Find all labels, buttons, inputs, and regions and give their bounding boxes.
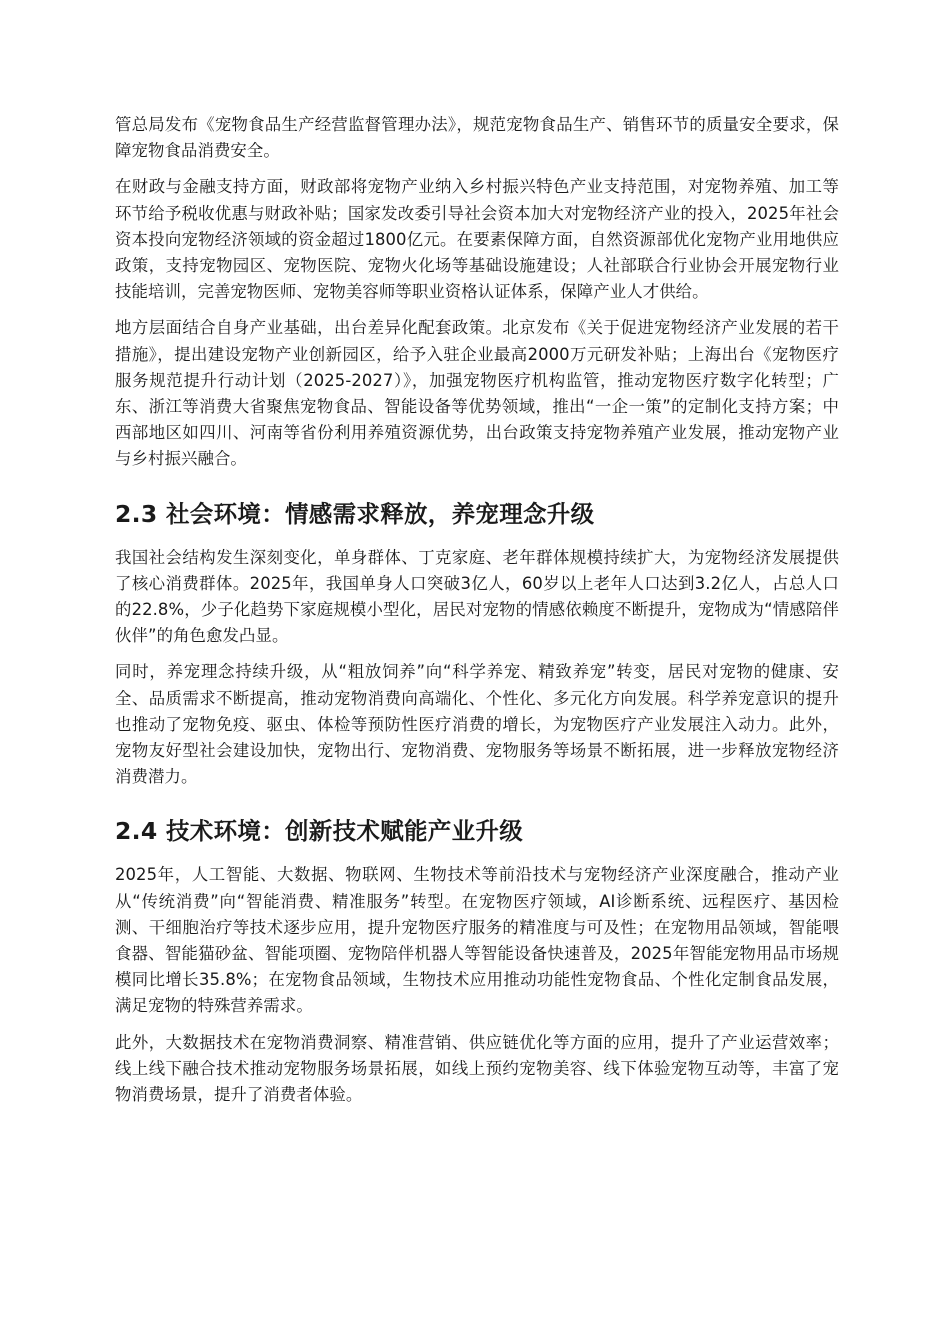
section-heading-tech-environment: 2.4 技术环境：创新技术赋能产业升级 — [115, 817, 524, 846]
paragraph-local-policy: 地方层面结合自身产业基础，出台差异化配套政策。北京发布《关于促进宠物经济产业发展的若干措施》，提出建设宠物产业创新园区，给予入驻企业最高2000万元研发补贴；上海出台《宠物医疗服务规范提升行动计划（2025-2027）》，加强宠物医疗机构监管，推动宠物医疗数字化转型；广东、浙江等消费大省聚焦宠物食品、智能设备等优势领域，推出“一企一策”的定制化支持方案；中西部地区如四川、河南等省份利用养殖资源优势，出台政策支持宠物养殖产业发展，推动宠物产业与乡村振兴融合。 — [115, 318, 839, 469]
paragraph-social-structure: 我国社会结构发生深刻变化，单身群体、丁克家庭、老年群体规模持续扩大，为宠物经济发展提供了核心消费群体。2025年，我国单身人口突破3亿人，60岁以上老年人口达到3.2亿人，占总人口的22.8%，少子化趋势下家庭规模小型化，居民对宠物的情感依赖度不断提升，宠物成为“情感陪伴伙伴”的角色愈发凸显。 — [115, 547, 839, 646]
paragraph-tech-integration: 2025年，人工智能、大数据、物联网、生物技术等前沿技术与宠物经济产业深度融合，推动产业从“传统消费”向“智能消费、精准服务”转型。在宠物医疗领域，AI诊断系统、远程医疗、基因检测、干细胞治疗等技术逐步应用，提升宠物医疗服务的精准度与可及性；在宠物用品领域，智能喂食器、智能猫砂盆、智能项圈、宠物陪伴机器人等智能设备快速普及，2025年智能宠物用品市场规模同比增长35.8%；在宠物食品领域，生物技术应用推动功能性宠物食品、个性化定制食品发展，满足宠物的特殊营养需求。 — [115, 865, 839, 1016]
paragraph-pet-concept: 同时，养宠理念持续升级，从“粗放饲养”向“科学养宠、精致养宠”转变，居民对宠物的健康、安全、品质需求不断提高，推动宠物消费向高端化、个性化、多元化方向发展。科学养宠意识的提升也推动了宠物免疫、驱虫、体检等预防性医疗消费的增长，为宠物医疗产业发展注入动力。此外，宠物友好型社会建设加快，宠物出行、宠物消费、宠物服务等场景不断拓展，进一步释放宠物经济消费潜力。 — [115, 662, 839, 787]
document-page — [115, 112, 839, 1118]
paragraph-big-data: 此外，大数据技术在宠物消费洞察、精准营销、供应链优化等方面的应用，提升了产业运营效率；线上线下融合技术推动宠物服务场景拓展，如线上预约宠物美容、线下体验宠物互动等，丰富了宠物消费场景，提升了消费者体验。 — [115, 1032, 839, 1105]
paragraph-pet-food-regulation: 管总局发布《宠物食品生产经营监督管理办法》，规范宠物食品生产、销售环节的质量安全要求，保障宠物食品消费安全。 — [115, 115, 839, 161]
section-heading-social-environment: 2.3 社会环境：情感需求释放，养宠理念升级 — [115, 499, 595, 528]
paragraph-finance-support: 在财政与金融支持方面，财政部将宠物产业纳入乡村振兴特色产业支持范围，对宠物养殖、加工等环节给予税收优惠与财政补贴；国家发改委引导社会资本加大对宠物经济产业的投入，2025年社会资本投向宠物经济领域的资金超过1800亿元。在要素保障方面，自然资源部优化宠物产业用地供应政策，支持宠物园区、宠物医院、宠物火化场等基础设施建设；人社部联合行业协会开展宠物行业技能培训，完善宠物医师、宠物美容师等职业资格认证体系，保障产业人才供给。 — [115, 177, 839, 302]
